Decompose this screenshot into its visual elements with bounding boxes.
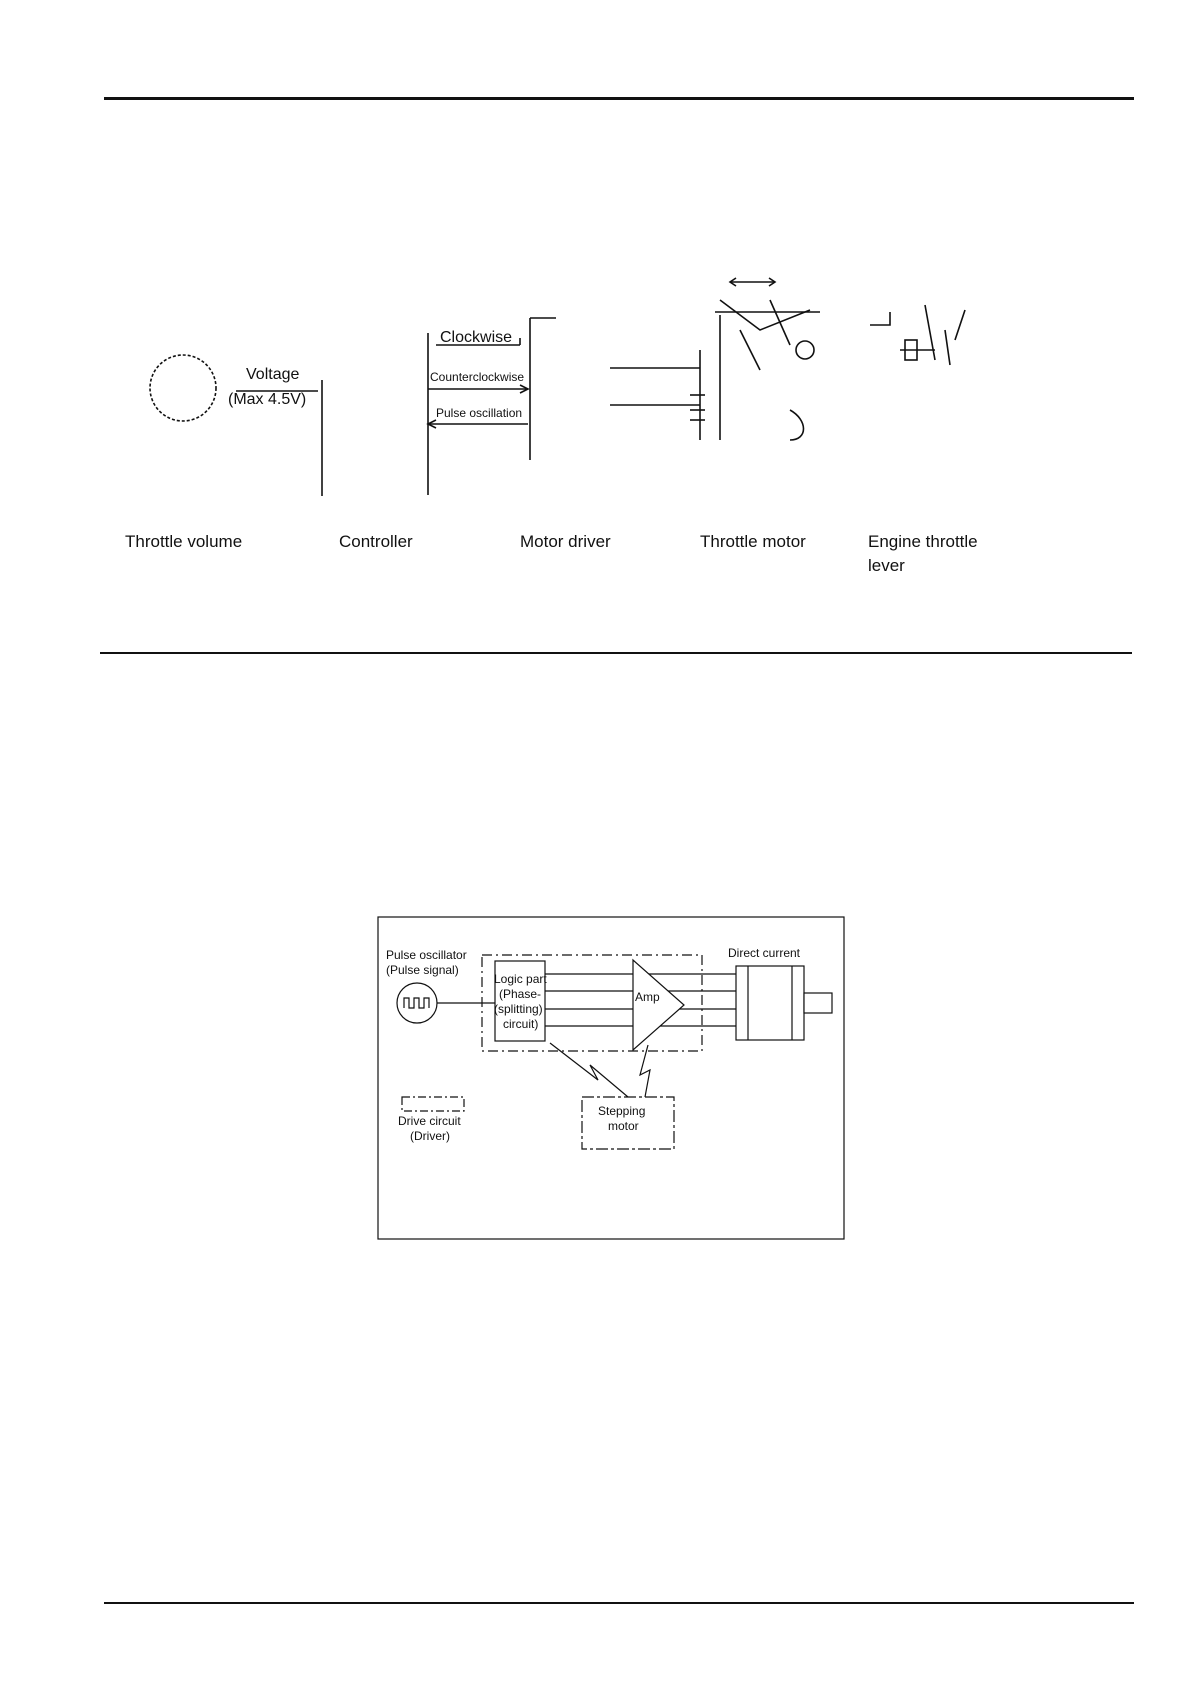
pulse-signal-label: (Pulse signal): [386, 963, 459, 977]
logic-part-label-3: (splitting): [494, 1002, 543, 1016]
drive-circuit-label-1: Drive circuit: [398, 1114, 461, 1128]
clockwise-label: Clockwise: [440, 329, 513, 346]
pulse-oscillator-label: Pulse oscillator: [386, 948, 467, 962]
caption-engine-throttle: Engine throttle: [868, 532, 978, 551]
amp-label: Amp: [635, 990, 660, 1004]
caption-throttle-motor: Throttle motor: [700, 532, 806, 551]
stepping-motor-label-2: motor: [608, 1119, 639, 1133]
logic-part-label-2: (Phase-: [499, 987, 542, 1001]
drive-circuit-label-2: (Driver): [410, 1129, 450, 1143]
stepping-motor-label-1: Stepping: [598, 1104, 646, 1118]
caption-engine-throttle-lever: lever: [868, 556, 905, 575]
caption-throttle-volume: Throttle volume: [125, 532, 243, 551]
drive-circuit-legend: [402, 1097, 464, 1111]
pulse-oscillator-icon: [397, 983, 437, 1023]
counterclockwise-label: Counterclockwise: [430, 370, 525, 384]
direct-current-motor: [736, 966, 804, 1040]
logic-part-label-4: circuit): [503, 1017, 539, 1031]
pulse-oscillation-label: Pulse oscillation: [436, 406, 523, 420]
caption-controller: Controller: [339, 532, 413, 551]
voltage-label: Voltage: [246, 366, 300, 383]
direct-current-label: Direct current: [728, 946, 801, 960]
caption-motor-driver: Motor driver: [520, 532, 611, 551]
logic-part-label-1: Logic part: [494, 972, 547, 986]
voltage-max-label: (Max 4.5V): [228, 391, 307, 408]
